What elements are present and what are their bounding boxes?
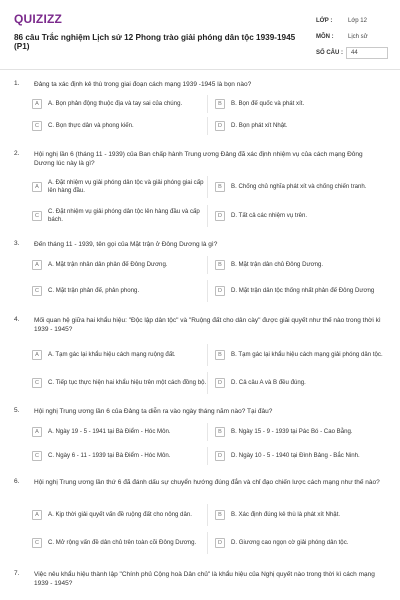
option-text: C. Ngày 6 - 11 - 1939 tại Bà Điểm - Hóc Môn.: [48, 452, 171, 459]
option-text: C. Bọn thực dân và phong kiến.: [48, 122, 134, 129]
option-text: A. Mặt trận nhân dân phản đế Đông Dương.: [48, 261, 168, 268]
option-text: C. Mặt trận phản đế, phản phong.: [48, 287, 140, 294]
option-d[interactable]: [215, 280, 385, 302]
option-letter-box: A: [32, 510, 42, 520]
option-letter-box: B: [215, 182, 225, 192]
question-number: 1.: [14, 80, 20, 87]
meta-value-box: 44: [346, 47, 388, 59]
option-letter-box: A: [32, 427, 42, 437]
question-number: 6.: [14, 478, 20, 485]
option-letter-box: C: [32, 451, 42, 461]
option-text: D. Cả câu A và B đều đúng.: [231, 379, 306, 386]
option-text: B. Tạm gác lại khẩu hiệu cách mạng giải phóng dân tộc.: [231, 351, 383, 358]
option-text: A. Bọn phản động thuộc địa và tay sai của chúng.: [48, 100, 183, 107]
option-text: D. Ngày 10 - 5 - 1940 tại Đình Bảng - Bắc Ninh.: [231, 452, 360, 459]
option-text: A. Đặt nhiệm vụ giải phóng dân tộc và giải phóng giai cấp lên hàng đầu.: [48, 179, 204, 194]
meta-panel: [316, 14, 388, 62]
option-letter-box: C: [32, 378, 42, 388]
option-text: A. Ngày 19 - 5 - 1941 tại Bà Điểm - Hóc Môn.: [48, 428, 171, 435]
option-d[interactable]: [215, 372, 385, 394]
option-letter-box: B: [215, 99, 225, 109]
question-text: Đảng ta xác định kẻ thù trong giai đoạn cách mạng 1939 -1945 là bọn nào?: [34, 81, 252, 88]
option-c[interactable]: [32, 117, 208, 135]
option-text: C. Mở rộng vấn đề dân chủ trên toàn cõi Đông Dương.: [48, 539, 197, 546]
meta-row-class: [316, 14, 388, 28]
option-letter-box: D: [215, 211, 225, 221]
option-a[interactable]: [32, 344, 208, 366]
option-text: D. Giương cao ngọn cờ giải phóng dân tộc.: [231, 539, 349, 546]
option-c[interactable]: [32, 447, 208, 465]
option-text: A. Kịp thời giải quyết vấn đề ruộng đất cho nông dân.: [48, 511, 192, 518]
option-letter-box: A: [32, 260, 42, 270]
option-text: D. Bọn phát xít Nhật.: [231, 122, 288, 129]
option-letter-box: A: [32, 182, 42, 192]
option-c[interactable]: [32, 205, 208, 227]
option-text: D. Tất cả các nhiệm vụ trên.: [231, 212, 308, 219]
option-a[interactable]: [32, 256, 208, 274]
option-d[interactable]: [215, 532, 385, 554]
meta-label: SỐ CÂU :: [316, 50, 343, 56]
option-letter-box: A: [32, 350, 42, 360]
question-text: Mối quan hệ giữa hai khẩu hiệu: "Độc lập dân tộc" và "Ruộng đất cho dân cày" được giải quyết như thế nào trong thời kì 1939 - 1945?: [34, 317, 381, 333]
option-letter-box: D: [215, 121, 225, 131]
option-text: A. Tạm gác lại khẩu hiệu cách mạng ruộng đất.: [48, 351, 176, 358]
meta-value: Lớp 12: [348, 18, 367, 24]
option-letter-box: B: [215, 260, 225, 270]
question-text: Việc nêu khẩu hiệu thành lập "Chính phủ Cộng hoà Dân chủ" là khẩu hiệu của Nghị quyết nào trong thời kì cách mạng 1939 - 1945?: [34, 571, 375, 587]
meta-label: LỚP :: [316, 18, 333, 24]
option-b[interactable]: [215, 176, 385, 198]
question-text: Đến tháng 11 - 1939, tên gọi của Mặt trận ở Đông Dương là gì?: [34, 241, 218, 248]
question-text: Hội nghị Trung ương lần thứ 6 đã đánh dấu sự chuyển hướng đúng đắn và chỉ đạo chiến lược cách mạng như thế nào?: [34, 479, 380, 486]
option-letter-box: C: [32, 211, 42, 221]
option-d[interactable]: [215, 117, 385, 135]
option-text: C. Đặt nhiệm vụ giải phóng dân tộc lên hàng đầu và cấp bách.: [48, 208, 200, 223]
option-letter-box: B: [215, 510, 225, 520]
question-number: 5.: [14, 407, 20, 414]
page-header: [0, 0, 400, 70]
option-letter-box: A: [32, 99, 42, 109]
option-d[interactable]: [215, 205, 385, 227]
option-c[interactable]: [32, 372, 208, 394]
option-text: B. Mặt trận dân chủ Đông Dương.: [231, 261, 324, 268]
option-text: B. Bọn đế quốc và phát xít.: [231, 100, 305, 107]
option-b[interactable]: [215, 95, 385, 113]
question-number: 4.: [14, 316, 20, 323]
option-b[interactable]: [215, 423, 385, 441]
option-a[interactable]: [32, 176, 208, 198]
meta-row-count: [316, 46, 388, 60]
option-text: B. Chống chủ nghĩa phát xít và chống chiến tranh.: [231, 183, 367, 190]
meta-value: Lịch sử: [348, 34, 368, 40]
page-title: 86 câu Trắc nghiệm Lịch sử 12 Phong trào giải phóng dân tộc 1939-1945 (P1): [14, 33, 296, 51]
option-letter-box: B: [215, 350, 225, 360]
option-b[interactable]: [215, 504, 385, 526]
option-letter-box: C: [32, 538, 42, 548]
option-text: B. Xác định đúng kẻ thù là phát xít Nhật.: [231, 511, 341, 518]
option-letter-box: D: [215, 451, 225, 461]
question-number: 2.: [14, 150, 20, 157]
quizizz-logo: QUIZIZZ: [14, 12, 63, 26]
question-number: 3.: [14, 240, 20, 247]
question-text: Hội nghị lần 6 (tháng 11 - 1939) của Ban chấp hành Trung ương Đảng đã xác định nhiệm vụ của cách mạng Đông Dương lúc này là gì?: [34, 151, 363, 167]
option-letter-box: C: [32, 121, 42, 131]
question-number: 7.: [14, 570, 20, 577]
option-c[interactable]: [32, 280, 208, 302]
option-c[interactable]: [32, 532, 208, 554]
option-letter-box: D: [215, 378, 225, 388]
option-text: D. Mặt trận dân tộc thống nhất phản đế Đông Dương: [231, 287, 375, 294]
option-letter-box: C: [32, 286, 42, 296]
meta-label: MÔN :: [316, 34, 334, 40]
option-d[interactable]: [215, 447, 385, 465]
option-b[interactable]: [215, 256, 385, 274]
option-letter-box: D: [215, 286, 225, 296]
option-letter-box: B: [215, 427, 225, 437]
option-a[interactable]: [32, 423, 208, 441]
option-letter-box: D: [215, 538, 225, 548]
option-b[interactable]: [215, 344, 385, 366]
meta-row-subject: [316, 30, 388, 44]
option-text: C. Tiếp tục thực hiện hai khẩu hiệu trên một cách đồng bộ.: [48, 379, 207, 386]
option-text: B. Ngày 15 - 9 - 1939 tại Pác Bó - Cao Bằng.: [231, 428, 353, 435]
option-a[interactable]: [32, 504, 208, 526]
option-a[interactable]: [32, 95, 208, 113]
question-text: Hội nghị Trung ương lần 6 của Đảng ta diễn ra vào ngày tháng năm nào? Tại đâu?: [34, 408, 273, 415]
